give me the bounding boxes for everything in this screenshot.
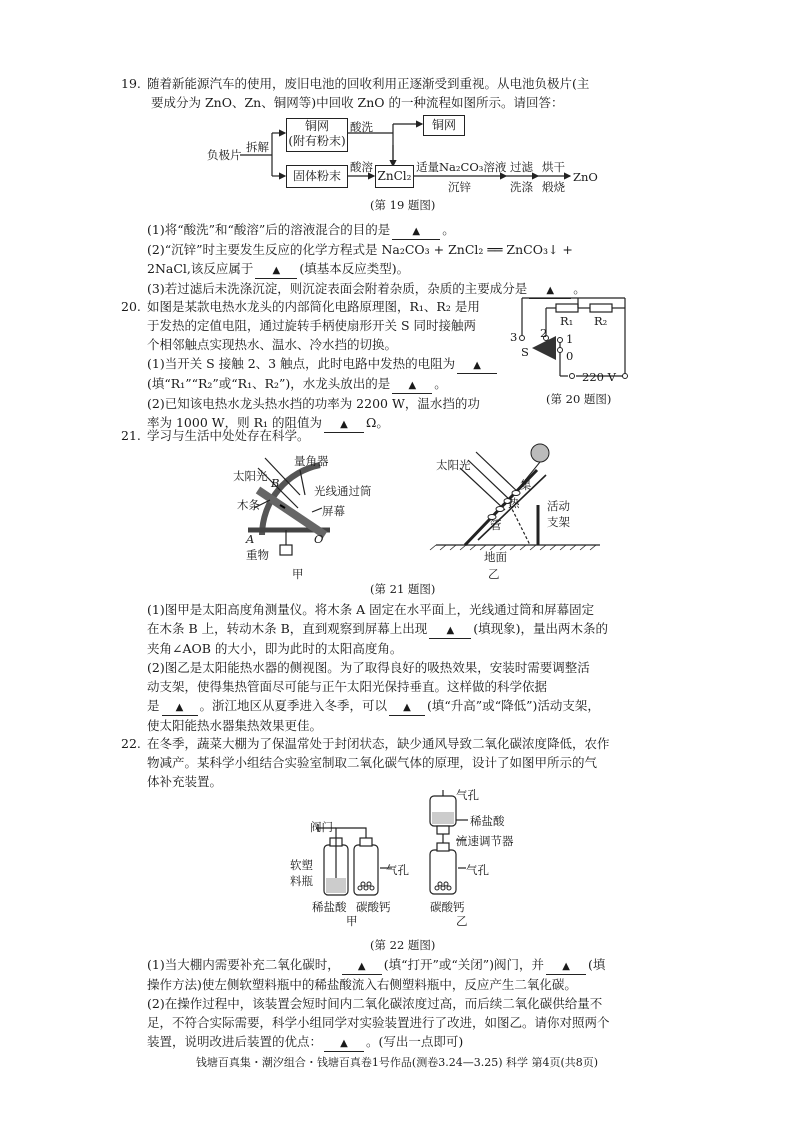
question-stem: 随着新能源汽车的使用，废旧电池的回收利用正逐渐受到重视。从电池负极片(主 (147, 76, 590, 91)
flow-step-label: 过滤 (510, 160, 533, 174)
flow-step-label: 煅烧 (542, 180, 565, 194)
sub-question-1-cont: (填“R₁”“R₂”或“R₁、R₂”)，水龙头放出的是 ▲ 。 (147, 374, 507, 394)
question-21-parts: (1)图甲是太阳高度角测量仪。将木条 A 固定在水平面上，光线通过筒和屏幕固定 在木条 B 上，转动木条 B，直到观察到屏幕上出现 ▲ (填现象)，量出两木条的 夹角∠AOB 的大小，即为此时的太阳高度角。 (2)图乙是太阳能热水器的侧视图。为了取得良好的吸热效果，安装时需要调整活 动支架，使得集热管面尽可能与正午太阳光保持垂直。这样做的科学依据 是 ▲ 。浙江地区从夏季进入冬季，可以 ▲ (填“升高”或“降低”)活动支架， 使太阳能热水器集热效果更佳。 (147, 600, 637, 735)
question-number: 19. (121, 76, 141, 91)
sub-question-3: (3)若过滤后未洗涤沉淀，则沉淀表面会附着杂质，杂质的主要成分是 ▲ 。 (147, 279, 637, 299)
answer-blank[interactable]: ▲ (389, 698, 425, 716)
question-20: 20. 如图是某款电热水龙头的内部简化电路原理图，R₁、R₂ 是用 于发热的定值电阻，通过旋转手柄使扇形开关 S 同时接触两 个相邻触点实现热水、温水、冷水挡的切换。 (1)当开关 S 接触 2、3 触点，此时电路中发热的电阻为 ▲ (填“R₁”“R₂”或“R₁、R₂”)，水龙头放出的是 ▲ 。 (2)已知该电热水龙头热水挡的功率为 2200 W，温水挡的功 率为 1000 W，则 R₁ 的阻值为 ▲ Ω。 (147, 297, 507, 433)
box-solid-powder: 固体粉末 (286, 165, 348, 188)
flow-step-label: 洗涤 (510, 180, 533, 194)
box-copper-mesh-powder: 铜网 (附有粉末) (286, 118, 348, 152)
answer-blank[interactable]: ▲ (392, 376, 432, 394)
answer-blank[interactable]: ▲ (429, 621, 471, 639)
flow-step-label: 酸溶 (350, 160, 373, 174)
answer-blank[interactable]: ▲ (324, 415, 364, 433)
flow-step-label: 拆解 (246, 140, 269, 154)
figure-caption: (第 20 题图) (546, 392, 612, 406)
flow-step-label: 烘干 (542, 160, 565, 174)
sub-question-2-cont: 率为 1000 W，则 R₁ 的阻值为 ▲ Ω。 (147, 413, 507, 433)
answer-blank[interactable]: ▲ (392, 222, 440, 240)
flow-step-label: 沉锌 (448, 180, 471, 194)
figure-caption: (第 21 题图) (370, 582, 436, 596)
question-number: 21. (121, 428, 141, 443)
box-copper-mesh: 铜网 (423, 115, 465, 136)
answer-blank[interactable]: ▲ (342, 957, 382, 975)
answer-blank[interactable]: ▲ (546, 957, 586, 975)
box-zncl2: ZnCl₂ (375, 165, 414, 188)
question-number: 22. (121, 736, 141, 751)
flow-step-label: 适量Na₂CO₃溶液 (416, 160, 507, 174)
sub-question-1: 在木条 B 上，转动木条 B，直到观察到屏幕上出现 ▲ (填现象)，量出两木条的 (147, 619, 637, 639)
sub-question-1: (1)当开关 S 接触 2、3 触点，此时电路中发热的电阻为 ▲ (147, 354, 507, 374)
figure-caption: (第 22 题图) (370, 938, 436, 952)
question-22-parts: (1)当大棚内需要补充二氧化碳时， ▲ (填“打开”或“关闭”)阀门，并 ▲ (填 操作方法)使左侧软塑料瓶中的稀盐酸流入右侧塑料瓶中，反应产生二氧化碳。 (2)在操作过程中，该装置会短时间内二氧化碳浓度过高，而后续二氧化碳供给量不 足，不符合实际需要，科学小组同学对实验装置进行了改进，如图乙。请你对照两个 装置，说明改进后装置的优点： ▲ 。(写出一点即可) (147, 955, 637, 1052)
sub-question-1: (1)当大棚内需要补充二氧化碳时， ▲ (填“打开”或“关闭”)阀门，并 ▲ (填 (147, 955, 637, 975)
sub-question-2: (2)“沉锌”时主要发生反应的化学方程式是 Na₂CO₃ + ZnCl₂ ══ ZnCO₃↓ + (147, 242, 573, 257)
answer-blank[interactable]: ▲ (457, 356, 497, 374)
flow-product: ZnO (573, 170, 598, 184)
question-21: 21. 学习与生活中处处存在科学。 (121, 428, 310, 443)
sub-question-2-cont: 2NaCl,该反应属于 ▲ (填基本反应类型)。 (147, 259, 637, 279)
question-stem: 要成分为 ZnO、Zn、铜网等)中回收 ZnO 的一种流程如图所示。请回答： (151, 95, 564, 110)
sub-question-2: 装置，说明改进后装置的优点： ▲ 。(写出一点即可) (147, 1032, 637, 1052)
answer-blank[interactable]: ▲ (255, 261, 297, 279)
flow-start: 负极片 (207, 148, 242, 162)
answer-blank[interactable]: ▲ (162, 698, 198, 716)
sub-question-1: (1)将“酸洗”和“酸溶”后的溶液混合的目的是 ▲ 。 (147, 220, 637, 240)
figure-caption: (第 19 题图) (370, 198, 436, 212)
answer-blank[interactable]: ▲ (324, 1034, 364, 1052)
answer-blank[interactable]: ▲ (529, 281, 571, 299)
question-number: 20. (121, 299, 141, 314)
page-footer: 钱塘百真集・潮汐组合・钱塘百真卷1号作品(测卷3.24—3.25) 科学 第4页(共8页) (195, 1056, 599, 1069)
sub-question-2: (2)已知该电热水龙头热水挡的功率为 2200 W，温水挡的功 (147, 396, 480, 411)
flow-step-label: 酸洗 (350, 120, 373, 134)
sub-question-2: 是 ▲ 。浙江地区从夏季进入冬季，可以 ▲ (填“升高”或“降低”)活动支架， (147, 696, 637, 716)
question-22: 22. 在冬季，蔬菜大棚为了保温常处于封闭状态，缺少通风导致二氧化碳浓度降低，农作 物减产。某科学小组结合实验室制取二氧化碳气体的原理，设计了如图甲所示的气 体补充装置。 (121, 736, 610, 789)
